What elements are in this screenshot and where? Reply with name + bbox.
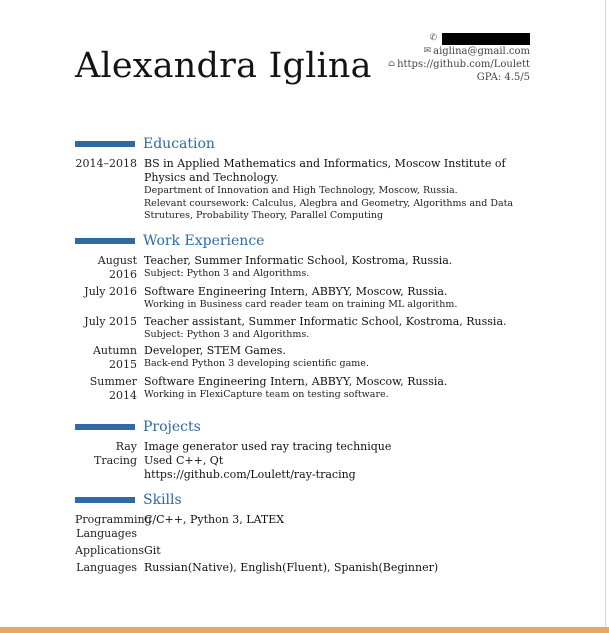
entry-sub: Relevant coursework: Calculus, Alegbra and Geometry, Algorithms and Data Strutures, Probability Theory, Parallel Computing <box>144 197 514 221</box>
work-section <box>75 232 535 403</box>
page-bottom-edge <box>0 627 609 633</box>
section-title: Projects <box>143 419 201 435</box>
entry-main: Teacher assistant, Summer Informatic School, Kostroma, Russia. <box>144 314 507 328</box>
section-bar <box>75 238 135 244</box>
entry-date: July 2015 <box>84 314 137 328</box>
entry-sub: Back-end Python 3 developing scientific game. <box>144 358 369 369</box>
skill-value: Russian(Native), English(Fluent), Spanish(Beginner) <box>144 561 439 574</box>
gpa-text: GPA: 4.5/5 <box>476 72 530 83</box>
entry-date: Autumn 2015 <box>92 344 137 371</box>
section-title: Education <box>143 136 215 152</box>
entry-body <box>144 254 452 282</box>
entry-line: Used C++, Qt <box>144 454 224 467</box>
skill-entry <box>75 561 535 575</box>
contact-block <box>388 32 530 84</box>
skill-label: Programming Languages <box>75 513 152 540</box>
entry-main: Software Engineering Intern, ABBYY, Moscow, Russia. <box>144 375 448 388</box>
entry-main: BS in Applied Mathematics and Informatics, Moscow Institute of Physics and Technology. <box>144 157 506 184</box>
entry-body <box>144 440 391 482</box>
email-link[interactable]: aiglina@gmail.com <box>433 46 530 57</box>
education-entry <box>75 157 535 223</box>
entry-body <box>144 315 507 342</box>
entry-sub: Subject: Python 3 and Algorithms. <box>144 328 310 340</box>
email-row[interactable] <box>388 45 530 58</box>
section-title: Skills <box>143 492 182 508</box>
work-header <box>75 232 535 250</box>
project-link[interactable]: https://github.com/Loulett/ray-tracing <box>144 468 356 481</box>
entry-sub: Working in Business card reader team on training ML algorithm. <box>144 299 458 310</box>
work-entry <box>75 315 535 342</box>
entry-sub: Working in FlexiCapture team on testing software. <box>144 389 389 400</box>
entry-main: Software Engineering Intern, ABBYY, Moscow, Russia. <box>144 285 448 298</box>
education-header <box>75 135 535 153</box>
project-entry <box>75 440 535 482</box>
entry-date: July 2016 <box>84 285 137 298</box>
gpa-row <box>388 71 530 84</box>
entry-main: Developer, STEM Games. <box>144 344 286 357</box>
entry-date: Summer 2014 <box>89 375 137 402</box>
phone-icon: ✆ <box>429 33 437 43</box>
work-entry <box>75 254 535 282</box>
work-entry <box>75 375 535 403</box>
envelope-icon: ✉ <box>423 46 432 56</box>
section-bar <box>75 497 135 503</box>
skill-value: C/C++, Python 3, LATEX <box>144 513 285 526</box>
phone-row <box>388 32 530 45</box>
skills-header <box>75 491 535 509</box>
entry-date: 2014–2018 <box>75 157 137 170</box>
entry-sub: Department of Innovation and High Technology, Moscow, Russia. <box>144 185 458 196</box>
skills-section <box>75 491 535 575</box>
skill-label: Languages <box>76 561 137 574</box>
projects-section <box>75 418 535 482</box>
github-row[interactable] <box>388 58 530 71</box>
skill-entry <box>75 513 535 541</box>
entry-main: Teacher, Summer Informatic School, Kostroma, Russia. <box>144 254 453 267</box>
work-entry <box>75 344 535 372</box>
entry-sub: Subject: Python 3 and Algorithms. <box>144 268 310 279</box>
skill-label: Applications <box>75 544 145 557</box>
redacted-phone <box>442 33 530 45</box>
section-bar <box>75 141 135 147</box>
resume-name: Alexandra Iglina <box>75 46 372 86</box>
skill-entry <box>75 544 535 558</box>
entry-date: August 2016 <box>97 254 137 281</box>
entry-body <box>144 157 535 223</box>
entry-main: Image generator used ray tracing technique <box>144 440 392 453</box>
github-icon: ⌂ <box>388 59 396 69</box>
education-section <box>75 135 535 223</box>
projects-header <box>75 418 535 436</box>
entry-body <box>144 344 369 372</box>
entry-body <box>144 285 457 312</box>
entry-body <box>144 375 447 403</box>
skill-value: Git <box>144 544 161 557</box>
section-bar <box>75 424 135 430</box>
entry-date: Ray Tracing <box>94 440 137 467</box>
github-link[interactable]: https://github.com/Loulett <box>397 59 530 70</box>
work-entry <box>75 285 535 312</box>
section-title: Work Experience <box>143 233 265 249</box>
